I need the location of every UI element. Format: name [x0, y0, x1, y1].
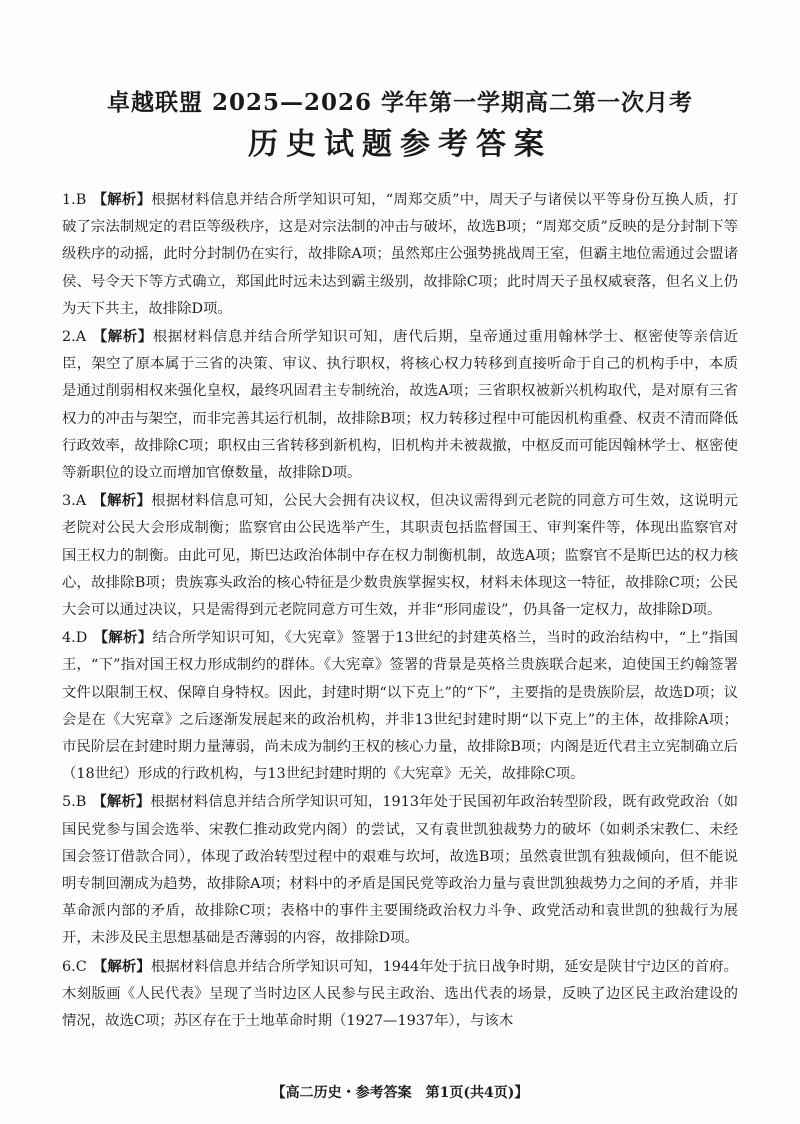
answer-item-6 [62, 953, 738, 1036]
answer-choice: A [75, 329, 87, 346]
analysis-text: 根据材料信息并结合所学知识可知，唐代后期，皇帝通过重用翰林学士、枢密使等亲信近臣，架空了原本属于三省的决策、审议、执行职权，将核心权力转移到直接听命于自己的机构手中，本质是通过削弱相权来强化皇权，最终巩固君主专制统治，故选A项；三省职权被新兴机构取代，是对原有三省权力的冲击与架空，而非完善其运行机制，故排除B项；权力转移过程中可能因机构重叠、权责不清而降低行政效率，故排除C项；职权由三省转移到新机构，旧机构并未被裁撤，中枢反而可能因翰林学士、枢密使等新职位的设立而增加官僚数量，故排除D项。 [62, 329, 738, 482]
answer-item-4 [62, 624, 738, 788]
exam-title: 卓越联盟 2025—2026 学年第一学期高二第一次月考 [106, 89, 694, 116]
analysis-text: 根据材料信息可知，公民大会拥有决议权，但决议需得到元老院的同意方可生效，这说明元老院对公民大会形成制衡；监察官由公民选举产生，其职责包括监督国王、审判案件等，体现出监察官对国王权力的制衡。由此可见，斯巴达政治体制中存在权力制衡机制，故选A项；监察官不是斯巴达的权力核心，故排除B项；贵族寡头政治的核心特征是少数贵族掌握实权，材料未体现这一特征，故排除C项；公民大会可以通过决议，只是需得到元老院同意方可生效，并非“形同虚设”，仍具备一定权力，故排除D项。 [62, 493, 738, 619]
answer-choice: B [75, 192, 87, 208]
analysis-tag: 【解析】 [92, 492, 152, 510]
analysis-tag: 【解析】 [92, 328, 153, 346]
answer-choice: B [75, 794, 87, 811]
analysis-tag: 【解析】 [92, 793, 151, 811]
question-number: 2. [62, 329, 76, 346]
page-footer: 【高二历史・参考答案 第1页(共4页)】 [271, 1085, 529, 1101]
answer-choice: C [75, 958, 87, 975]
question-number: 1. [62, 192, 76, 208]
question-number: 3. [62, 493, 76, 510]
answer-list [62, 186, 738, 1035]
answer-item-2 [62, 323, 738, 487]
analysis-text: 根据材料信息并结合所学知识可知，1913年处于民国初年政治转型阶段，既有政党政治（如国民党参与国会选举、宋教仁推动政党内阁）的尝试，又有袁世凯独裁势力的破坏（如刺杀宋教仁、未经国会签订借款合同），体现了政治转型过程中的艰难与坎坷，故选B项；虽然袁世凯有独裁倾向，但不能说明专制回潮成为趋势，故排除A项；材料中的矛盾是国民党等政治力量与袁世凯独裁势力之间的矛盾，并非革命派内部的矛盾，故排除C项；表格中的事件主要围绕政治权力斗争、政党活动和袁世凯的独裁行为展开，未涉及民主思想基础是否薄弱的内容，故排除D项。 [62, 794, 738, 947]
answer-choice: D [75, 630, 88, 647]
question-number: 6. [62, 958, 76, 975]
answer-item-1 [62, 186, 738, 323]
analysis-tag: 【解析】 [92, 957, 151, 975]
answer-key-title: 历史试题参考答案 [248, 127, 552, 162]
question-number: 4. [62, 630, 76, 647]
analysis-text: 根据材料信息并结合所学知识可知，1944年处于抗日战争时期，延安是陕甘宁边区的首府。木刻版画《人民代表》呈现了当时边区人民参与民主政治、选出代表的场景，反映了边区民主政治建设的情况，故选C项；苏区存在于土地革命时期（1927—1937年），与该木 [62, 958, 738, 1030]
analysis-text: 根据材料信息并结合所学知识可知，“周郑交质”中，周天子与诸侯以平等身份互换人质，打破了宗法制规定的君臣等级秩序，这是对宗法制的冲击与破坏，故选B项；“周郑交质”反映的是分封制下等级秩序的动摇，此时分封制仍在实行，故排除A项；虽然郑庄公强势挑战周王室，但霸主地位需通过会盟诸侯、号令天下等方式确立，郑国此时远未达到霸主级别，故排除C项；此时周天子虽权威衰落，但名义上仍为天下共主，故排除D项。 [62, 192, 738, 317]
question-number: 5. [62, 794, 76, 811]
analysis-tag: 【解析】 [93, 629, 153, 647]
answer-choice: A [75, 493, 87, 510]
analysis-tag: 【解析】 [92, 191, 152, 208]
answer-item-5 [62, 788, 738, 952]
answer-item-3 [62, 487, 738, 624]
analysis-text: 结合所学知识可知，《大宪章》签署于13世纪的封建英格兰，当时的政治结构中，“上”指国王，“下”指对国王权力形成制约的群体。《大宪章》签署的背景是英格兰贵族联合起来，迫使国王约翰签署文件以限制王权、保障自身特权。因此，封建时期“以下克上”的“下”，主要指的是贵族阶层，故选D项；议会是在《大宪章》之后逐渐发展起来的政治机构，并非13世纪封建时期“以下克上”的主体，故排除A项；市民阶层在封建时期力量薄弱，尚未成为制约王权的核心力量，故排除B项；内阁是近代君主立宪制确立后（18世纪）形成的行政机构，与13世纪封建时期的《大宪章》无关，故排除C项。 [62, 630, 738, 783]
